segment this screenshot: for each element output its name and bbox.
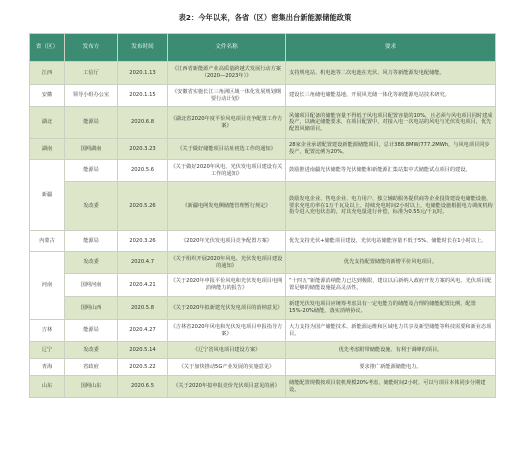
cell-date: 2020.3.26 bbox=[118, 231, 168, 252]
table-row bbox=[30, 342, 496, 359]
table-row bbox=[30, 231, 496, 252]
table-row bbox=[30, 160, 496, 182]
cell-date: 2020.5.22 bbox=[118, 359, 168, 376]
cell-requirement: 新建光伏发电项目应统筹考虑具有一定电能力的储能及合理的储能配置比例，配置15%-20%储能，落实消纳协议。 bbox=[286, 297, 496, 320]
cell-file: 《关于组织开展2020年风电、光伏发电项目建设的通知》 bbox=[168, 252, 286, 274]
cell-publisher: 省政府 bbox=[65, 359, 118, 376]
cell-province: 内蒙古 bbox=[30, 231, 65, 252]
header-province: 省（区） bbox=[30, 34, 65, 62]
table-row bbox=[30, 107, 496, 139]
cell-province: 湖北 bbox=[30, 107, 65, 139]
cell-province: 青海 bbox=[30, 359, 65, 376]
cell-publisher: 领导小组办公室 bbox=[65, 85, 118, 107]
cell-date: 2020.6.8 bbox=[118, 107, 168, 139]
cell-file: 《吉林省2020年风电和光伏发电项目申报指导方案》 bbox=[168, 320, 286, 342]
table-row bbox=[30, 252, 496, 274]
cell-requirement: 鼓励推进南疆光伏储能等光伏储能和新能源汇集站集中式储能试点项目的建设。 bbox=[286, 160, 496, 182]
cell-publisher: 能源局 bbox=[65, 160, 118, 182]
table-row bbox=[30, 62, 496, 85]
cell-requirement: 储能配置规模按项目装机规模20%考虑，储能时间2小时，可以与项目本体同步分期建设。 bbox=[286, 376, 496, 398]
cell-file: 《江西省新能源产业高质量跨越式发展行动方案（2020—2023年）》 bbox=[168, 62, 286, 85]
table-row bbox=[30, 376, 496, 398]
cell-publisher: 能源局 bbox=[65, 320, 118, 342]
cell-file: 《关于2020年拟新建光伏发电项目的消纳意见》 bbox=[168, 297, 286, 320]
cell-date: 2020.4.27 bbox=[118, 320, 168, 342]
header-date: 发布时间 bbox=[118, 34, 168, 62]
cell-requirement: 优先支持光伏+储能项目建设，光伏电站储能容量不低于5%、储能时长在1小时以上。 bbox=[286, 231, 496, 252]
cell-publisher: 国网山西 bbox=[65, 297, 118, 320]
cell-file: 《关于做好2020年风电、光伏发电项目建设有关工作的通知》 bbox=[168, 160, 286, 182]
cell-date: 2020.4.7 bbox=[118, 252, 168, 274]
cell-date: 2020.1.13 bbox=[118, 62, 168, 85]
header-requirement: 要求 bbox=[286, 34, 496, 62]
cell-requirement: 优先考虑附带储能设施、有利于调峰的项目。 bbox=[286, 342, 496, 359]
policy-table bbox=[29, 33, 496, 398]
cell-file: 《湖北省2020年度平价风电项目竞争配置工作方案》 bbox=[168, 107, 286, 139]
header-file: 文件名称 bbox=[168, 34, 286, 62]
cell-date: 2020.3.23 bbox=[118, 139, 168, 160]
cell-publisher: 发改委 bbox=[65, 252, 118, 274]
cell-file: 《关于2020年拟申报竞价光伏项目意见的函》 bbox=[168, 376, 286, 398]
table-title: 表2：今年以来，各省（区）密集出台新能源储能政策 bbox=[178, 13, 352, 22]
cell-file: 《关于做好储能项目站址初选工作的通知》 bbox=[168, 139, 286, 160]
cell-requirement: 优先支持配置储能的新增平价风电项目。 bbox=[286, 252, 496, 274]
table-row bbox=[30, 297, 496, 320]
cell-publisher: 国网山东 bbox=[65, 376, 118, 398]
cell-province: 山东 bbox=[30, 376, 65, 398]
cell-publisher: 国网湖南 bbox=[65, 139, 118, 160]
cell-province: 新疆 bbox=[30, 160, 65, 231]
cell-province: 吉林 bbox=[30, 320, 65, 342]
cell-province: 辽宁 bbox=[30, 342, 65, 359]
cell-province: 江西 bbox=[30, 62, 65, 85]
cell-province: 湖南 bbox=[30, 139, 65, 160]
cell-date: 2020.5.8 bbox=[118, 297, 168, 320]
header-publisher: 发布方 bbox=[65, 34, 118, 62]
cell-date: 2020.4.21 bbox=[118, 274, 168, 297]
cell-publisher: 能源局 bbox=[65, 107, 118, 139]
table-row bbox=[30, 85, 496, 107]
cell-file: 《2020年光伏发电项目竞争配置方案》 bbox=[168, 231, 286, 252]
cell-requirement: 建设长三角储电储能基地，开展风光储一体化等新能源电站技术研究。 bbox=[286, 85, 496, 107]
table-row bbox=[30, 359, 496, 376]
cell-file: 《关于加快推动5G产业发展的实施意见》 bbox=[168, 359, 286, 376]
cell-publisher: 能源局 bbox=[65, 231, 118, 252]
cell-publisher: 工信厅 bbox=[65, 62, 118, 85]
table-row bbox=[30, 320, 496, 342]
table-row bbox=[30, 139, 496, 160]
cell-requirement: 大力支持为国产储能技术、新能源运维和区域电力共享及新型储能等科技需要和新业态项目。 bbox=[286, 320, 496, 342]
table-row bbox=[30, 182, 496, 231]
cell-file: 《关于2020年申报平价风电和光伏发电项目电网消纳能力的报告》 bbox=[168, 274, 286, 297]
cell-requirement: “十四五”新能源消纳能力已达到极限，建议以后新纳入政府开发方案的风电、光伏项目配置足够的储能设施提高灵活性。 bbox=[286, 274, 496, 297]
cell-date: 2020.5.26 bbox=[118, 182, 168, 231]
cell-publisher: 发改委 bbox=[65, 182, 118, 231]
cell-publisher: 国网河南 bbox=[65, 274, 118, 297]
cell-date: 2020.6.5 bbox=[118, 376, 168, 398]
cell-file: 《辽宁省风电项目建设方案》 bbox=[168, 342, 286, 359]
cell-requirement: 风储项目配备的储能容量不得低于风电项目配置容量的10%，且必须与风电项目同时建成投产，以确定储能要求，在项目配置中，对接入电一次电站的风电与光伏发电项目，优先配置风储项目。 bbox=[286, 107, 496, 139]
table-row bbox=[30, 274, 496, 297]
cell-file: 《安徽省实施长江三角洲区域一体化发展规划纲要行动计划》 bbox=[168, 85, 286, 107]
cell-date: 2020.5.14 bbox=[118, 342, 168, 359]
cell-requirement: 鼓励发电企业、售电企业、电力用户、独立辅助服务提供商等企业投资建设电储能设施，要求充电功率在1万千瓦及以上、持续充电时间2小时以上，电储能设施根据电力调度机构指令进入充电状态的，对其充电量进行补偿，标准为0.55元/千瓦时。 bbox=[286, 182, 496, 231]
cell-province: 河南 bbox=[30, 252, 65, 320]
cell-file: 《新疆电网发电侧储能管理暂行规定》 bbox=[168, 182, 286, 231]
cell-province: 安徽 bbox=[30, 85, 65, 107]
cell-date: 2020.5.6 bbox=[118, 160, 168, 182]
cell-requirement: 要求推广新能源储能电力。 bbox=[286, 359, 496, 376]
cell-date: 2020.1.15 bbox=[118, 85, 168, 107]
cell-requirement: 28家企业承诺配置建设新能源储能项目，总计388.8MW/777.2MWh，与风电项目同步投产，配置比例为20%。 bbox=[286, 139, 496, 160]
cell-requirement: 支持规电站、机电池等二次电池在光伏、风力等新能源发电配储能。 bbox=[286, 62, 496, 85]
header-row bbox=[30, 34, 496, 62]
cell-publisher: 发改委 bbox=[65, 342, 118, 359]
